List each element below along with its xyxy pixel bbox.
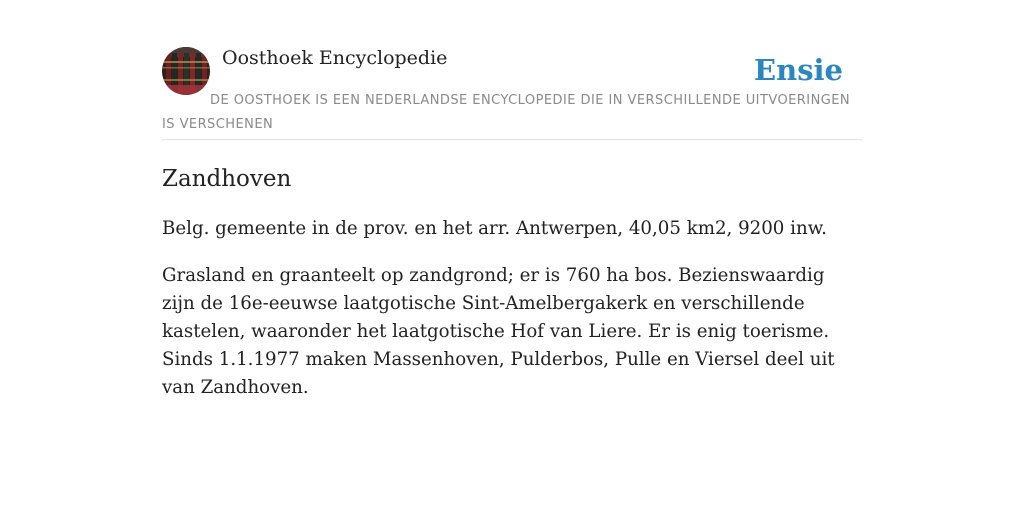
article-title: Zandhoven: [162, 166, 292, 192]
article-paragraph: Belg. gemeente in de prov. en het arr. Antwerpen, 40,05 km2, 9200 inw.: [162, 218, 827, 239]
article-paragraph: Grasland en graanteelt op zandgrond; er is 760 ha bos. Bezienswaardig zijn de 16e-eeuwse laatgotische Sint-Amelbergakerk en verschillende kastelen, waaronder het laatgotische Hof van Liere. Er is enig toerisme. Sinds 1.1.1977 maken Massenhoven, Pulderbos, Pulle en Viersel deel uit van Zandhoven.: [162, 265, 835, 398]
books-icon: [162, 47, 210, 95]
site-title[interactable]: Oosthoek Encyclopedie: [222, 47, 448, 69]
encyclopedia-books-avatar[interactable]: [162, 47, 210, 95]
site-tagline: DE OOSTHOEK IS EEN NEDERLANDSE ENCYCLOPEDIE DIE IN VERSCHILLENDE UITVOERINGEN IS VERSCHENEN: [162, 93, 851, 132]
article: [162, 162, 862, 402]
ensie-logo-link[interactable]: Ensie: [754, 53, 843, 87]
site-header: [162, 46, 862, 140]
